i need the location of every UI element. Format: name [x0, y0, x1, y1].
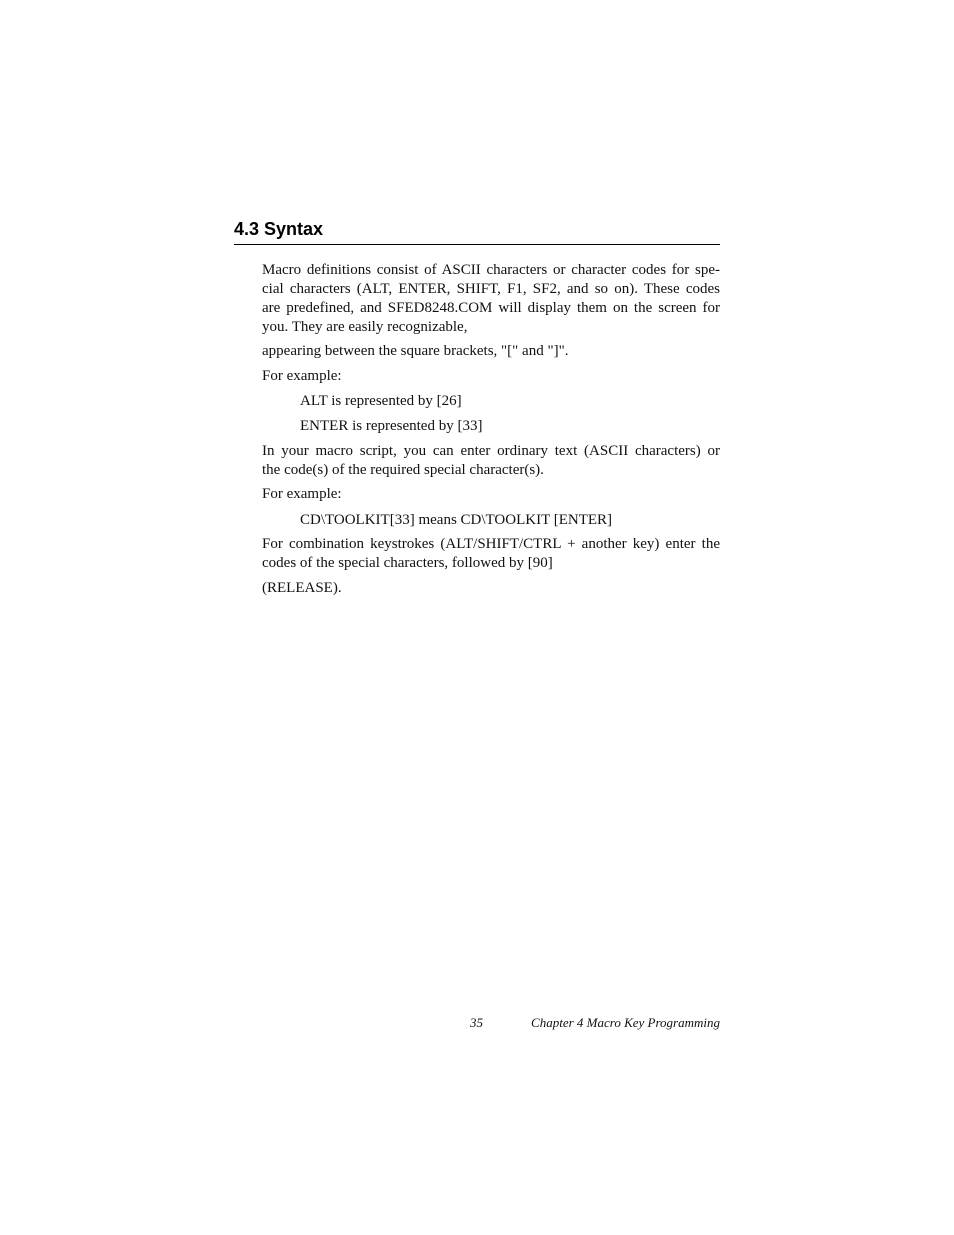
paragraph-macro-definitions — [262, 261, 720, 337]
paragraph-line: For example: — [262, 368, 342, 384]
example-alt-code — [300, 392, 720, 411]
paragraph-for-example-1 — [262, 367, 720, 386]
example-line: CD\TOOLKIT[33] means CD\TOOLKIT [ENTER] — [300, 512, 613, 528]
page-footer — [234, 1014, 720, 1034]
paragraph-release — [262, 579, 720, 598]
section-heading — [234, 216, 720, 245]
page-number: 35 — [470, 1015, 483, 1030]
chapter-label: Chapter 4 Macro Key Programming — [531, 1015, 720, 1030]
paragraph-combination-keystrokes — [262, 535, 720, 573]
paragraph-line: In your macro script, you can enter ordinary text (ASCII characters) or — [262, 443, 720, 459]
paragraph-line: are predefined, and SFED8248.COM will display them on the screen for — [262, 300, 720, 316]
example-enter-code — [300, 417, 720, 436]
example-toolkit-command — [300, 511, 720, 530]
section-title: 4.3 Syntax — [234, 219, 324, 239]
example-line: ALT is represented by [26] — [300, 393, 462, 409]
paragraph-line: Macro definitions consist of ASCII characters or character codes for spe- — [262, 262, 720, 278]
paragraph-square-brackets — [262, 342, 720, 361]
paragraph-line: For combination keystrokes (ALT/SHIFT/CTRL + another key) enter the — [262, 536, 720, 552]
paragraph-macro-script — [262, 442, 720, 480]
paragraph-line: appearing between the square brackets, "[" and "]". — [262, 343, 569, 359]
paragraph-line: For example: — [262, 486, 342, 502]
paragraph-line: codes of the special characters, followed by [90] — [262, 555, 553, 571]
example-line: ENTER is represented by [33] — [300, 418, 483, 434]
paragraph-for-example-2 — [262, 485, 720, 504]
paragraph-line: the code(s) of the required special character(s). — [262, 462, 544, 478]
paragraph-line: you. They are easily recognizable, — [262, 319, 468, 335]
paragraph-line: (RELEASE). — [262, 580, 342, 596]
paragraph-line: cial characters (ALT, ENTER, SHIFT, F1, SF2, and so on). These codes — [262, 281, 720, 297]
